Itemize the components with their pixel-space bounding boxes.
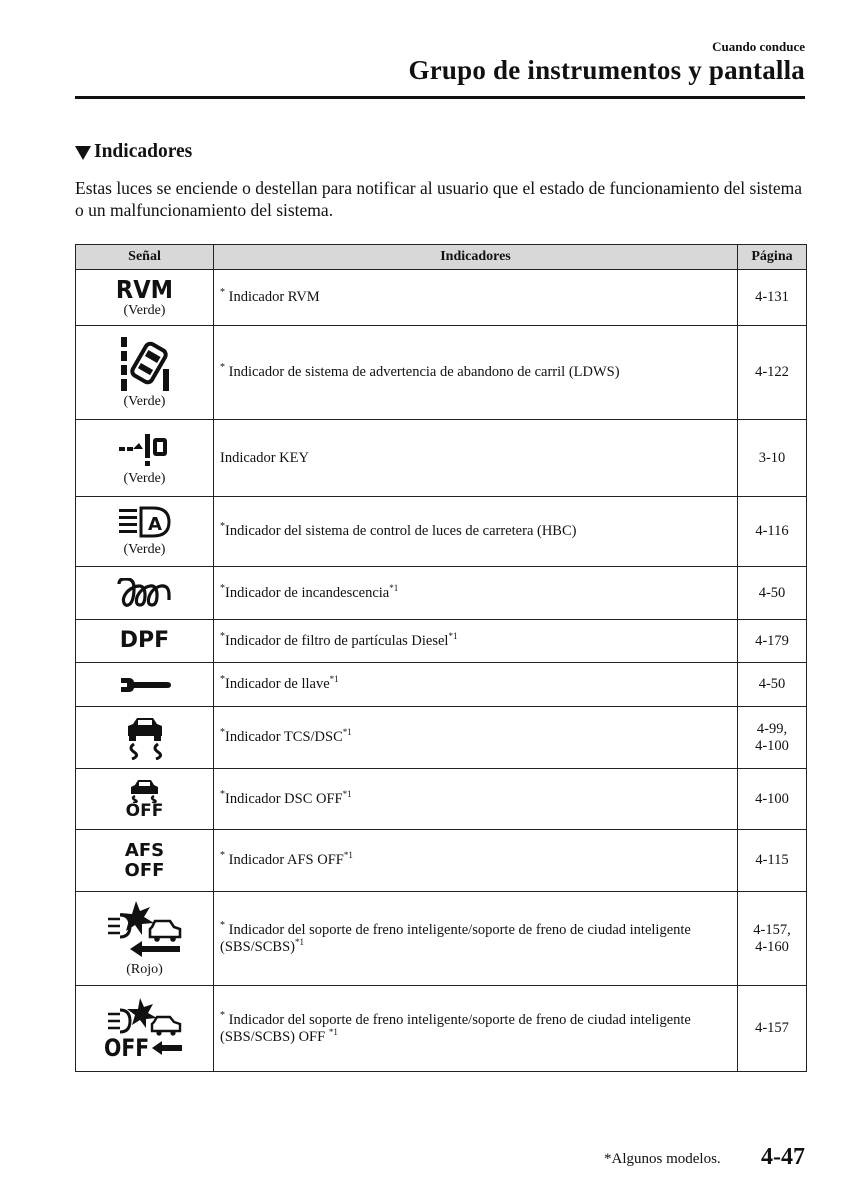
indicator-description: * Indicador del soporte de freno inteligente/soporte de freno de ciudad inteligente (SBS/SCBS) OFF $^{*1}$ (214, 986, 738, 1072)
header-page: Página (738, 245, 807, 270)
off-text-icon: OFF (125, 800, 164, 821)
signal-cell (76, 620, 214, 663)
wrench-icon (115, 675, 175, 695)
table-row (76, 986, 807, 1072)
indicator-description: *Indicador TCS/DSC$^{*1}$ (214, 707, 738, 769)
off-text-icon: OFF (103, 1033, 149, 1062)
indicator-description: * Indicador AFS OFF$^{*1}$ (214, 830, 738, 892)
section-label: Cuando conduce (712, 39, 805, 54)
page-number: 4-47 (761, 1144, 805, 1170)
page-reference: 4-179 (738, 620, 807, 663)
indicator-description: *Indicador DSC OFF$^{*1}$ (214, 769, 738, 830)
page-reference: 4-157 (738, 986, 807, 1072)
page-reference: 4-50 (738, 663, 807, 707)
glow-plug-icon (115, 578, 175, 608)
table-row (76, 707, 807, 769)
afs-text: AFS (124, 839, 165, 861)
indicator-table (75, 244, 807, 1072)
lane-departure-icon (115, 335, 175, 393)
table-row (76, 663, 807, 707)
dpf-text-icon: DPF (119, 628, 170, 653)
title-rule (75, 96, 805, 99)
page-reference: 4-116 (738, 497, 807, 567)
subsection-title: Indicadores (94, 141, 193, 162)
indicator-description: * Indicador de sistema de advertencia de abandono de carril (LDWS) (214, 326, 738, 420)
indicator-description: *Indicador de llave$^{*1}$ (214, 663, 738, 707)
header-indicators: Indicadores (214, 245, 738, 270)
page-reference: 4-131 (738, 270, 807, 326)
brake-support-icon (102, 899, 188, 961)
indicator-description: Indicador KEY (214, 420, 738, 497)
color-label: (Verde) (123, 394, 166, 409)
signal-cell (76, 663, 214, 707)
svg-text:A: A (147, 514, 162, 535)
triangle-bullet-icon (75, 146, 91, 160)
page-reference: 3-10 (738, 420, 807, 497)
table-row (76, 892, 807, 986)
table-row (76, 270, 807, 326)
page-reference: 4-100 (738, 769, 807, 830)
page-reference: 4-99, 4-100 (738, 707, 807, 769)
indicator-description: *Indicador de filtro de partículas Diesel$^{*1}$ (214, 620, 738, 663)
header-signal: Señal (76, 245, 214, 270)
skid-car-icon (120, 716, 170, 760)
table-row (76, 497, 807, 567)
table-row (76, 620, 807, 663)
high-beam-auto-icon (115, 505, 175, 541)
intro-paragraph: Estas luces se enciende o destellan para notificar al usuario que el estado de funcionamiento del sistema o un malfuncionamiento del sistema. (75, 178, 802, 220)
signal-cell (76, 892, 214, 986)
indicator-description: * Indicador RVM (214, 270, 738, 326)
table-row (76, 326, 807, 420)
signal-cell (76, 769, 214, 830)
footnote: *Algunos modelos. (604, 1151, 721, 1167)
rvm-text-icon: RVM (115, 274, 174, 304)
signal-cell (76, 830, 214, 892)
indicator-description: *Indicador de incandescencia$^{*1}$ (214, 567, 738, 620)
color-label: (Verde) (123, 542, 166, 557)
page-reference: 4-115 (738, 830, 807, 892)
table-header-row (76, 245, 807, 270)
signal-cell (76, 326, 214, 420)
signal-cell (76, 497, 214, 567)
page-reference: 4-122 (738, 326, 807, 420)
color-label: (Verde) (123, 302, 166, 318)
table-row (76, 769, 807, 830)
signal-cell (76, 567, 214, 620)
key-icon (115, 430, 175, 470)
color-label: (Rojo) (126, 962, 163, 977)
skid-car-off-icon (120, 779, 170, 803)
page-reference: 4-157, 4-160 (738, 892, 807, 986)
signal-cell (76, 986, 214, 1072)
table-row (76, 420, 807, 497)
off-text: OFF (124, 859, 165, 881)
page-reference: 4-50 (738, 567, 807, 620)
subsection-heading (75, 141, 192, 163)
signal-cell (76, 270, 214, 326)
table-row (76, 567, 807, 620)
page-title: Grupo de instrumentos y pantalla (408, 55, 805, 85)
afs-off-icon (76, 839, 213, 881)
indicator-description: *Indicador del sistema de control de luces de carretera (HBC) (214, 497, 738, 567)
indicator-description: * Indicador del soporte de freno inteligente/soporte de freno de ciudad inteligente (SBS/SCBS)$^{*1}$ (214, 892, 738, 986)
table-row (76, 830, 807, 892)
color-label: (Verde) (123, 470, 166, 486)
signal-cell (76, 420, 214, 497)
signal-cell (76, 707, 214, 769)
